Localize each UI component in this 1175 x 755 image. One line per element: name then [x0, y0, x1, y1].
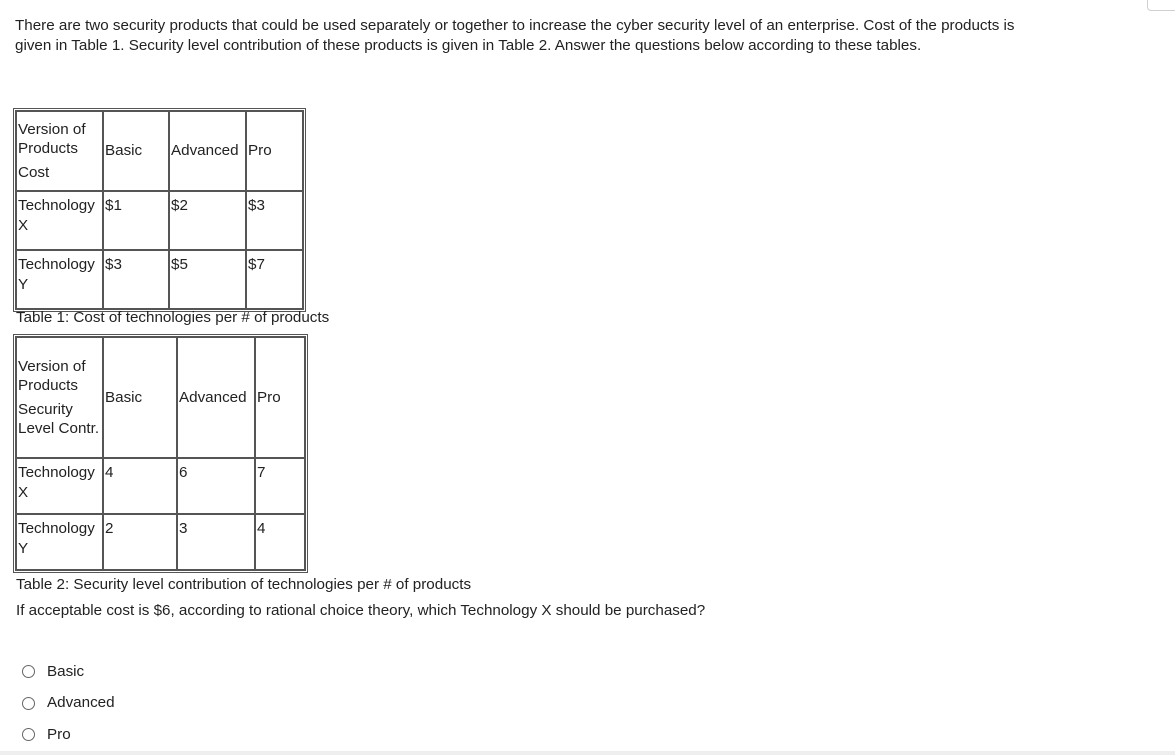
column-header-advanced: Advanced — [177, 337, 255, 458]
table-cell: $3 — [103, 250, 169, 309]
table-cell: $2 — [169, 191, 246, 250]
radio-button[interactable] — [22, 665, 35, 678]
table1-caption: Table 1: Cost of technologies per # of products — [16, 309, 330, 326]
security-table — [15, 336, 306, 571]
table-corner-header — [16, 337, 103, 458]
option-label: Basic — [47, 662, 85, 680]
table-cell: 6 — [177, 458, 255, 514]
table-header-row — [16, 111, 303, 191]
column-header-pro: Pro — [246, 111, 303, 191]
option-basic[interactable] — [22, 656, 115, 688]
row-label: Technology Y — [16, 514, 103, 570]
column-header-basic: Basic — [103, 111, 169, 191]
table-row — [16, 458, 305, 514]
table-row — [16, 514, 305, 570]
option-advanced[interactable] — [22, 688, 115, 720]
row-label: Technology X — [16, 458, 103, 514]
table-cell: 4 — [103, 458, 177, 514]
table-cell: 7 — [255, 458, 305, 514]
table-corner-header — [16, 111, 103, 191]
column-header-basic: Basic — [103, 337, 177, 458]
table-cell: $7 — [246, 250, 303, 309]
table-cell: $1 — [103, 191, 169, 250]
table-cell: 4 — [255, 514, 305, 570]
row-label: Technology X — [16, 191, 103, 250]
table-cell: $3 — [246, 191, 303, 250]
column-header-pro: Pro — [255, 337, 305, 458]
table-row — [16, 250, 303, 309]
answer-options — [22, 656, 115, 751]
question-intro: There are two security products that could be used separately or together to increase the cyber security level of an enterprise. Cost of the products is given in Table 1. Security level contribution of these products is given in Table 2. Answer the questions below according to these tables. — [15, 17, 1015, 54]
table-row — [16, 191, 303, 250]
cost-table — [15, 110, 304, 310]
table-cell: 3 — [177, 514, 255, 570]
corner-tab — [1147, 0, 1175, 11]
radio-button[interactable] — [22, 697, 35, 710]
header-bottom-label: Security Level Contr. — [18, 400, 100, 437]
option-label: Pro — [47, 725, 71, 743]
header-bottom-label: Cost — [18, 163, 50, 181]
table-cell: $5 — [169, 250, 246, 309]
option-label: Advanced — [47, 694, 115, 712]
table-cell: 2 — [103, 514, 177, 570]
header-top-label: Version of Products — [18, 120, 86, 158]
question-prompt: If acceptable cost is $6, according to rational choice theory, which Technology X should be purchased? — [16, 602, 706, 619]
header-top-label: Version of Products — [18, 357, 86, 394]
bottom-divider — [0, 751, 1175, 755]
table-header-row — [16, 337, 305, 458]
column-header-advanced: Advanced — [169, 111, 246, 191]
row-label: Technology Y — [16, 250, 103, 309]
radio-button[interactable] — [22, 728, 35, 741]
option-pro[interactable] — [22, 719, 115, 751]
table2-caption: Table 2: Security level contribution of technologies per # of products — [16, 576, 472, 593]
